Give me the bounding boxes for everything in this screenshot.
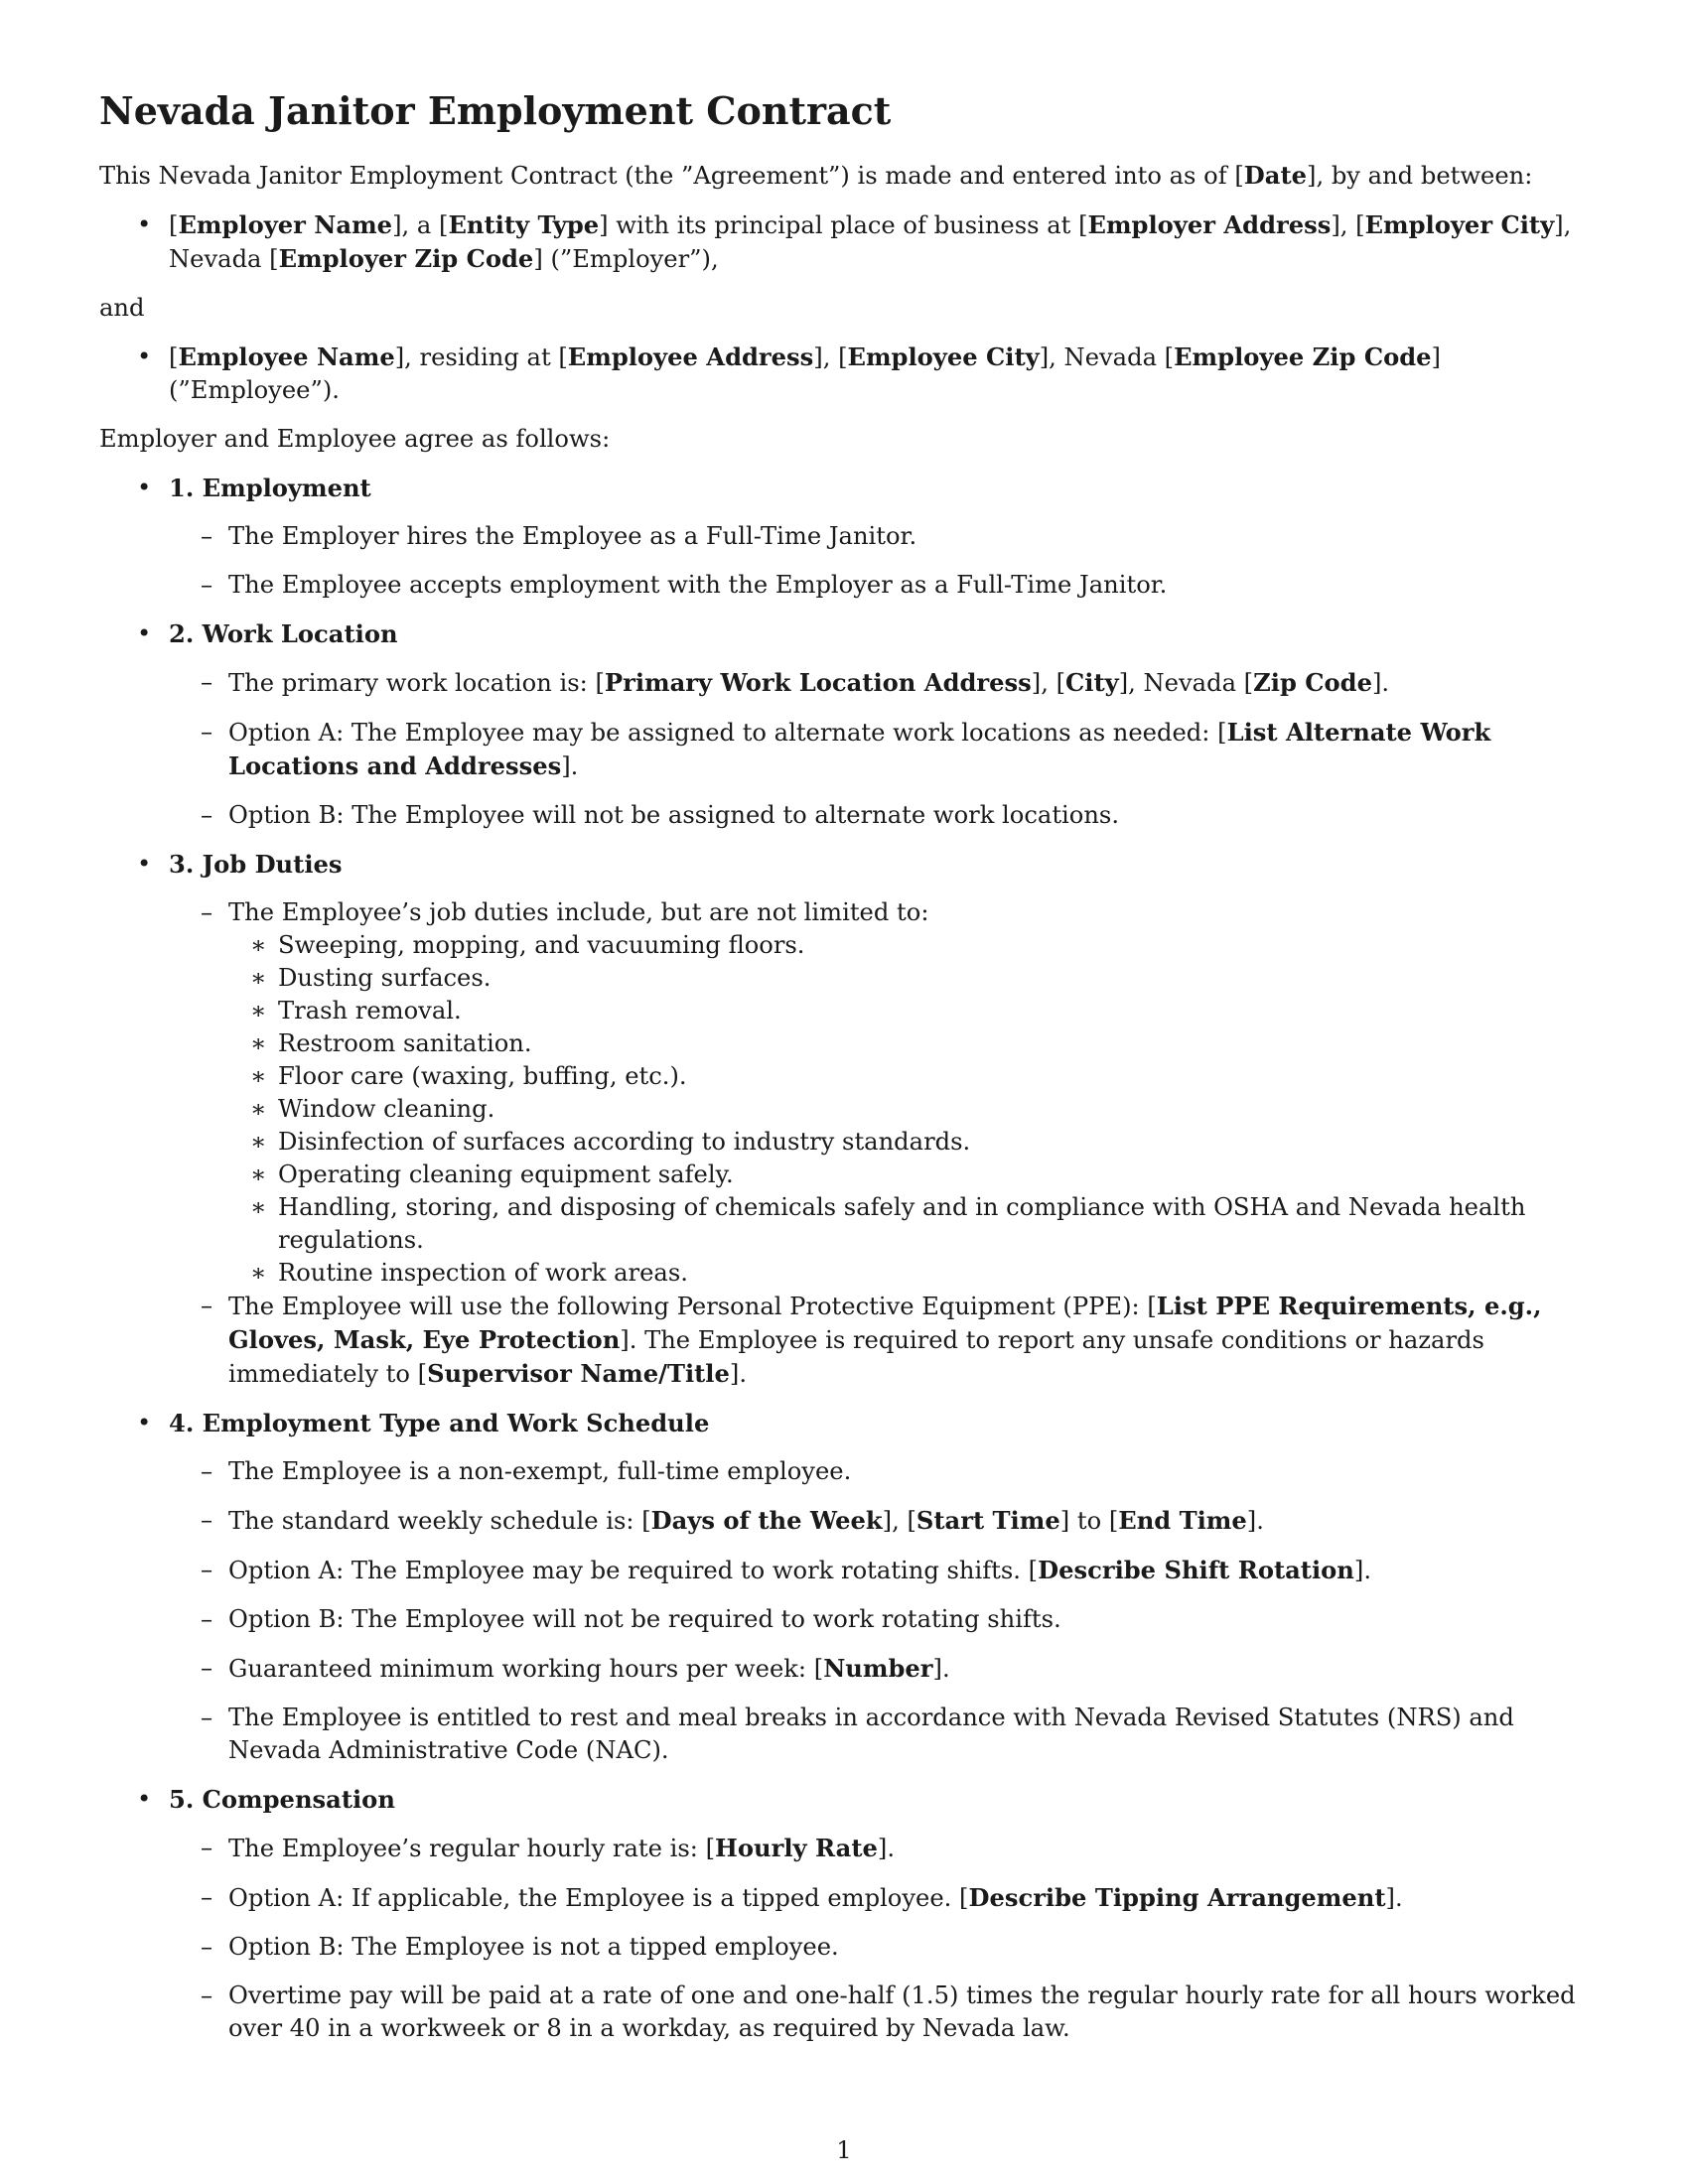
duty-item: ∗ Floor care (waxing, buffing, etc.). [228,1060,1589,1093]
document-page [99,87,1589,2061]
section-work-location [99,617,1589,832]
employer-party: • [Employer Name], a [Entity Type] with its principal place of business at [Employer Address], [Employer City], Nevada [Employer Zip Code] (”Employer”), [99,208,1589,276]
list-item: – The Employee will use the following Personal Protective Equipment (PPE): [List PPE Requirements, e.g., Gloves, Mask, Eye Protection]. The Employee is required to report any unsafe conditions or hazards immediately to [Supervisor Name/Title]. [169,1290,1589,1391]
list-item: – Option B: The Employee will not be required to work rotating shifts. [169,1603,1589,1636]
list-item: – Option A: The Employee may be required to work rotating shifts. [Describe Shift Rotation]. [169,1554,1589,1587]
list-item: – Option A: If applicable, the Employee is a tipped employee. [Describe Tipping Arrangement]. [169,1881,1589,1915]
and-text: and [99,294,145,322]
list-item: – The standard weekly schedule is: [Days of the Week], [Start Time] to [End Time]. [169,1504,1589,1538]
intro-paragraph: This Nevada Janitor Employment Contract (the ”Agreement”) is made and entered into as of [Date], by and between: [99,161,1533,190]
duties-list [228,929,1589,1290]
sections-list [99,472,1589,2045]
list-item: – The Employer hires the Employee as a Full-Time Janitor. [169,520,1589,553]
duty-item: ∗ Restroom sanitation. [228,1027,1589,1060]
list-item: – Option B: The Employee will not be assigned to alternate work locations. [169,799,1589,832]
section-title: • 2. Work Location [169,619,398,648]
section-compensation [99,1783,1589,2045]
section-job-duties [99,848,1589,1391]
list-item: – Option B: The Employee is not a tipped employee. [169,1931,1589,1964]
list-item: – The Employee is entitled to rest and meal breaks in accordance with Nevada Revised Statutes (NRS) and Nevada Administrative Code (NAC). [169,1702,1589,1767]
document-title: Nevada Janitor Employment Contract [99,88,892,133]
list-item: – The primary work location is: [Primary Work Location Address], [City], Nevada [Zip Code]. [169,666,1589,700]
list-item: – Guaranteed minimum working hours per week: [Number]. [169,1652,1589,1686]
list-item: – Overtime pay will be paid at a rate of one and one-half (1.5) times the regular hourly rate for all hours worked over 40 in a workweek or 8 in a workday, as required by Nevada law. [169,1979,1589,2045]
employee-party: • [Employee Name], residing at [Employee Address], [Employee City], Nevada [Employee Zip Code] (”Employee”). [99,341,1589,407]
duty-item: ∗ Disinfection of surfaces according to industry standards. [228,1126,1589,1159]
duty-item: ∗ Sweeping, mopping, and vacuuming floors. [228,929,1589,962]
duty-item: ∗ Operating cleaning equipment safely. [228,1159,1589,1191]
date-placeholder: Date [1243,161,1308,190]
list-item: – The Employee accepts employment with the Employer as a Full-Time Janitor. [169,569,1589,602]
agree-text: Employer and Employee agree as follows: [99,425,611,453]
list-item: – The Employee’s regular hourly rate is: [Hourly Rate]. [169,1832,1589,1865]
list-item: – Option A: The Employee may be assigned to alternate work locations as needed: [List Alternate Work Locations and Addresses]. [169,716,1589,783]
duty-item: ∗ Window cleaning. [228,1093,1589,1126]
section-title: • 5. Compensation [169,1785,395,1814]
duty-item: ∗ Handling, storing, and disposing of chemicals safely and in compliance with OSHA and Nevada health regulations. [228,1191,1589,1257]
section-employment [99,472,1589,602]
page-number: 1 [836,2136,852,2164]
section-title: • 1. Employment [169,474,371,502]
employee-list [99,341,1589,407]
duty-item: ∗ Dusting surfaces. [228,962,1589,995]
employer-list [99,208,1589,276]
section-title: • 3. Job Duties [169,850,343,879]
duty-item: ∗ Trash removal. [228,995,1589,1027]
section-schedule [99,1407,1589,1767]
duty-item: ∗ Routine inspection of work areas. [228,1257,1589,1290]
list-item: – The Employee is a non-exempt, full-time employee. [169,1455,1589,1488]
section-title: • 4. Employment Type and Work Schedule [169,1409,710,1437]
list-item: – The Employee’s job duties include, but are not limited to: ∗ Sweeping, mopping, and vacuuming floors. ∗ Dusting surfaces. ∗ Trash removal. ∗ Restroom sanitation. ∗ Floor care (waxing, buffing, etc.). ∗ Window cleaning. ∗ Disinfection of surfaces according to industry standards. ∗ Operating cleaning equipment safely. ∗ Handling, storing, and disposing of chemicals safely and in compliance with OSHA and Nevada health regulations. ∗ Routine inspection of work areas. [169,896,1589,1290]
